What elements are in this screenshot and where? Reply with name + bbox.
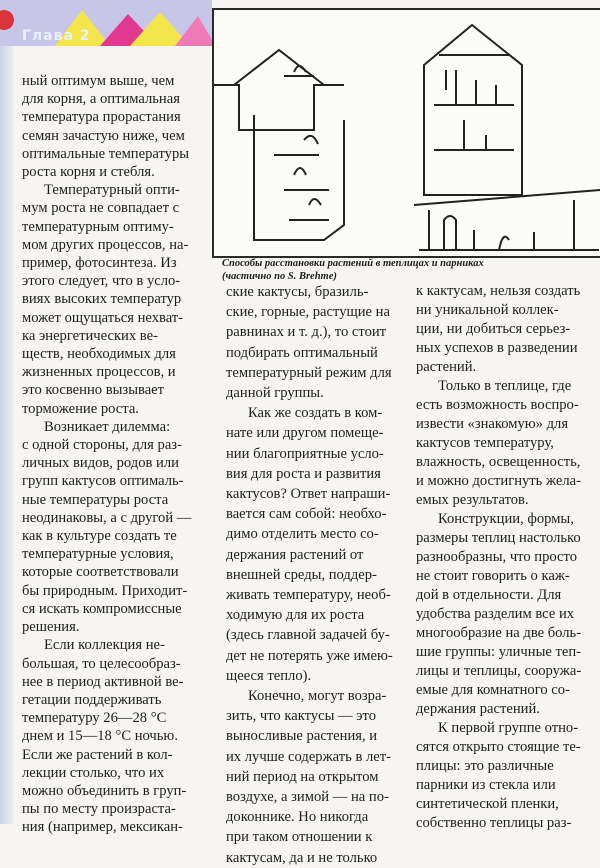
text-line: ния (например, мексикан- xyxy=(22,819,183,836)
text-line: кактусов? Ответ напраши- xyxy=(226,486,391,503)
text-line: разнообразны, что просто xyxy=(416,549,578,565)
text-line: как в культуре создать те xyxy=(22,528,177,545)
text-line: семян зачастую ниже, чем xyxy=(22,127,185,144)
text-line: К первой группе отно- xyxy=(438,720,579,736)
text-line: при таком отношении к xyxy=(226,829,373,846)
text-line: щееся тепло). xyxy=(226,667,312,684)
text-line: вия для роста и развития xyxy=(226,465,381,482)
text-line: ции, ни добиться серьез- xyxy=(416,321,571,337)
text-line: Температурный опти- xyxy=(44,182,180,199)
text-line: ществ, необходимых для xyxy=(22,346,176,363)
text-line: Как же создать в ком- xyxy=(248,405,383,422)
text-line: жизненных процессов, и xyxy=(22,364,176,381)
chapter-header xyxy=(0,0,212,46)
text-line: многообразие на две боль- xyxy=(416,625,582,641)
text-line: оптимальные температуры xyxy=(22,145,190,162)
text-line: ни уникальной коллек- xyxy=(416,302,559,318)
text-line: нате или другом помеще- xyxy=(226,425,384,442)
text-line: с одной стороны, для раз- xyxy=(22,437,182,454)
text-line: мум роста не совпадает с xyxy=(22,200,180,217)
text-line: ка энергетических ве- xyxy=(22,327,158,344)
text-line: ные температуры роста xyxy=(22,491,169,508)
text-line: внешней среды, поддер- xyxy=(226,566,377,583)
text-line: дой в отдельности. Для xyxy=(416,587,562,603)
text-line: плицы: это различные xyxy=(416,758,554,774)
caption-line: (частично по S. Brehme) xyxy=(222,271,337,282)
text-line: Конечно, могут возра- xyxy=(248,688,387,705)
text-line: к кактусам, нельзя создать xyxy=(416,283,581,299)
text-line: мом других процессов, на- xyxy=(22,236,189,253)
text-line: не стоит говорить о каж- xyxy=(416,568,570,584)
text-line: личных видов, родов или xyxy=(22,455,179,472)
text-line: ские, горные, растущие на xyxy=(226,304,390,321)
text-column-2 xyxy=(226,282,393,868)
text-line: ся искать компромиссные xyxy=(22,600,182,617)
text-line: размеры теплиц настолько xyxy=(416,530,581,546)
text-line: кактусам, да и не только xyxy=(226,849,378,866)
text-line: влажность, освещенность, xyxy=(416,454,581,470)
text-line: ские кактусы, бразиль- xyxy=(226,284,369,300)
text-line: роста корня и стебля. xyxy=(22,164,155,181)
text-line: групп кактусов оптималь- xyxy=(22,473,184,490)
text-line: лицы и теплицы, сооружа- xyxy=(416,663,582,679)
text-line: лекции столько, что их xyxy=(22,764,165,781)
text-line: выносливые растения, и xyxy=(226,728,378,745)
text-line: вается сам собой: необхо- xyxy=(226,506,387,523)
text-line: нии благоприятные усло- xyxy=(226,445,384,462)
text-line: извести «знакомую» для xyxy=(416,416,569,432)
text-column-3 xyxy=(416,282,581,833)
text-line: температура прорастания xyxy=(22,109,181,126)
text-line: нее в период активной ве- xyxy=(22,673,184,690)
text-column-1 xyxy=(22,72,191,837)
page-edge xyxy=(0,0,14,824)
text-line: может ощущаться нехват- xyxy=(22,309,184,326)
text-line: держания растений от xyxy=(226,546,364,563)
text-line: бы природным. Приходит- xyxy=(22,582,188,599)
text-line: пы по месту произраста- xyxy=(22,801,176,818)
text-line: емые для комнатного со- xyxy=(416,682,570,698)
text-line: держания растений. xyxy=(416,701,540,717)
text-line: удобства разделим все их xyxy=(416,606,575,622)
text-line: сятся открыто стоящие те- xyxy=(416,739,581,755)
text-line: Если коллекция не- xyxy=(44,637,165,654)
figure-caption xyxy=(222,257,600,283)
text-line: температурный режим для xyxy=(226,364,392,381)
text-line: собственно теплицы раз- xyxy=(416,815,572,831)
text-line: равнинах и т. д.), то стоит xyxy=(226,324,387,341)
text-line: ных успехов в разведении xyxy=(416,340,578,356)
text-line: для корня, а оптимальная xyxy=(22,91,180,108)
text-line: живать температуру, необ- xyxy=(226,587,391,604)
text-line: виях высоких температур xyxy=(22,291,182,308)
text-line: торможение роста. xyxy=(22,400,139,417)
text-line: синтетической пленки, xyxy=(416,796,559,812)
text-line: этого следует, что в усло- xyxy=(22,273,181,290)
text-line: зить, что кактусы — это xyxy=(226,708,377,725)
text-line: их лучше содержать в лет- xyxy=(226,748,391,765)
text-line: (здесь главной задачей бу- xyxy=(226,627,390,644)
text-line: дет не потерять уже имею- xyxy=(226,647,393,664)
text-line: большая, то целесообраз- xyxy=(22,655,181,672)
text-line: емых результатов. xyxy=(416,492,529,508)
text-line: Только в теплице, где xyxy=(438,378,572,394)
text-line: растений. xyxy=(416,359,477,375)
text-line: неодинаковы, а с другой — xyxy=(22,509,192,526)
text-line: температуру 26—28 °С xyxy=(22,710,167,727)
text-line: температурные условия, xyxy=(22,546,174,563)
text-line: воздухе, а зимой — на по- xyxy=(226,789,389,806)
text-line: Конструкции, формы, xyxy=(438,511,574,527)
text-line: и можно достигнуть жела- xyxy=(416,473,581,489)
text-line: температурным оптиму- xyxy=(22,218,174,235)
text-line: которые соответствовали xyxy=(22,564,179,581)
text-line: кактусов температуру, xyxy=(416,435,554,451)
chapter-label: Глава 2 xyxy=(22,28,91,44)
text-line: это косвенно вызывает xyxy=(22,382,165,399)
text-line: доконнике. Но никогда xyxy=(226,809,369,826)
text-line: шие группы: уличные теп- xyxy=(416,644,582,660)
greenhouse-drawing-icon xyxy=(214,10,600,256)
text-line: данной группы. xyxy=(226,385,324,402)
text-line: подбирать оптимальный xyxy=(226,344,378,361)
text-line: пример, фотосинтеза. Из xyxy=(22,255,177,272)
text-line: днем и 15—18 °С ночью. xyxy=(22,728,178,745)
text-line: димо отделить место со- xyxy=(226,526,379,543)
text-line: парники из стекла или xyxy=(416,777,556,793)
text-line: можно объединить в груп- xyxy=(22,782,187,799)
text-line: ный оптимум выше, чем xyxy=(22,73,175,89)
text-line: Возникает дилемма: xyxy=(44,418,171,435)
caption-line: Способы расстановки растений в теплицах и парниках xyxy=(222,258,484,269)
text-line: гетации поддерживать xyxy=(22,691,162,708)
text-line: Если же растений в кол- xyxy=(22,746,173,763)
text-line: ний период на открытом xyxy=(226,768,379,785)
text-line: есть возможность воспро- xyxy=(416,397,579,413)
text-line: ходимую для их роста xyxy=(226,607,365,624)
text-line: решения. xyxy=(22,619,80,636)
greenhouse-illustration xyxy=(212,8,600,258)
